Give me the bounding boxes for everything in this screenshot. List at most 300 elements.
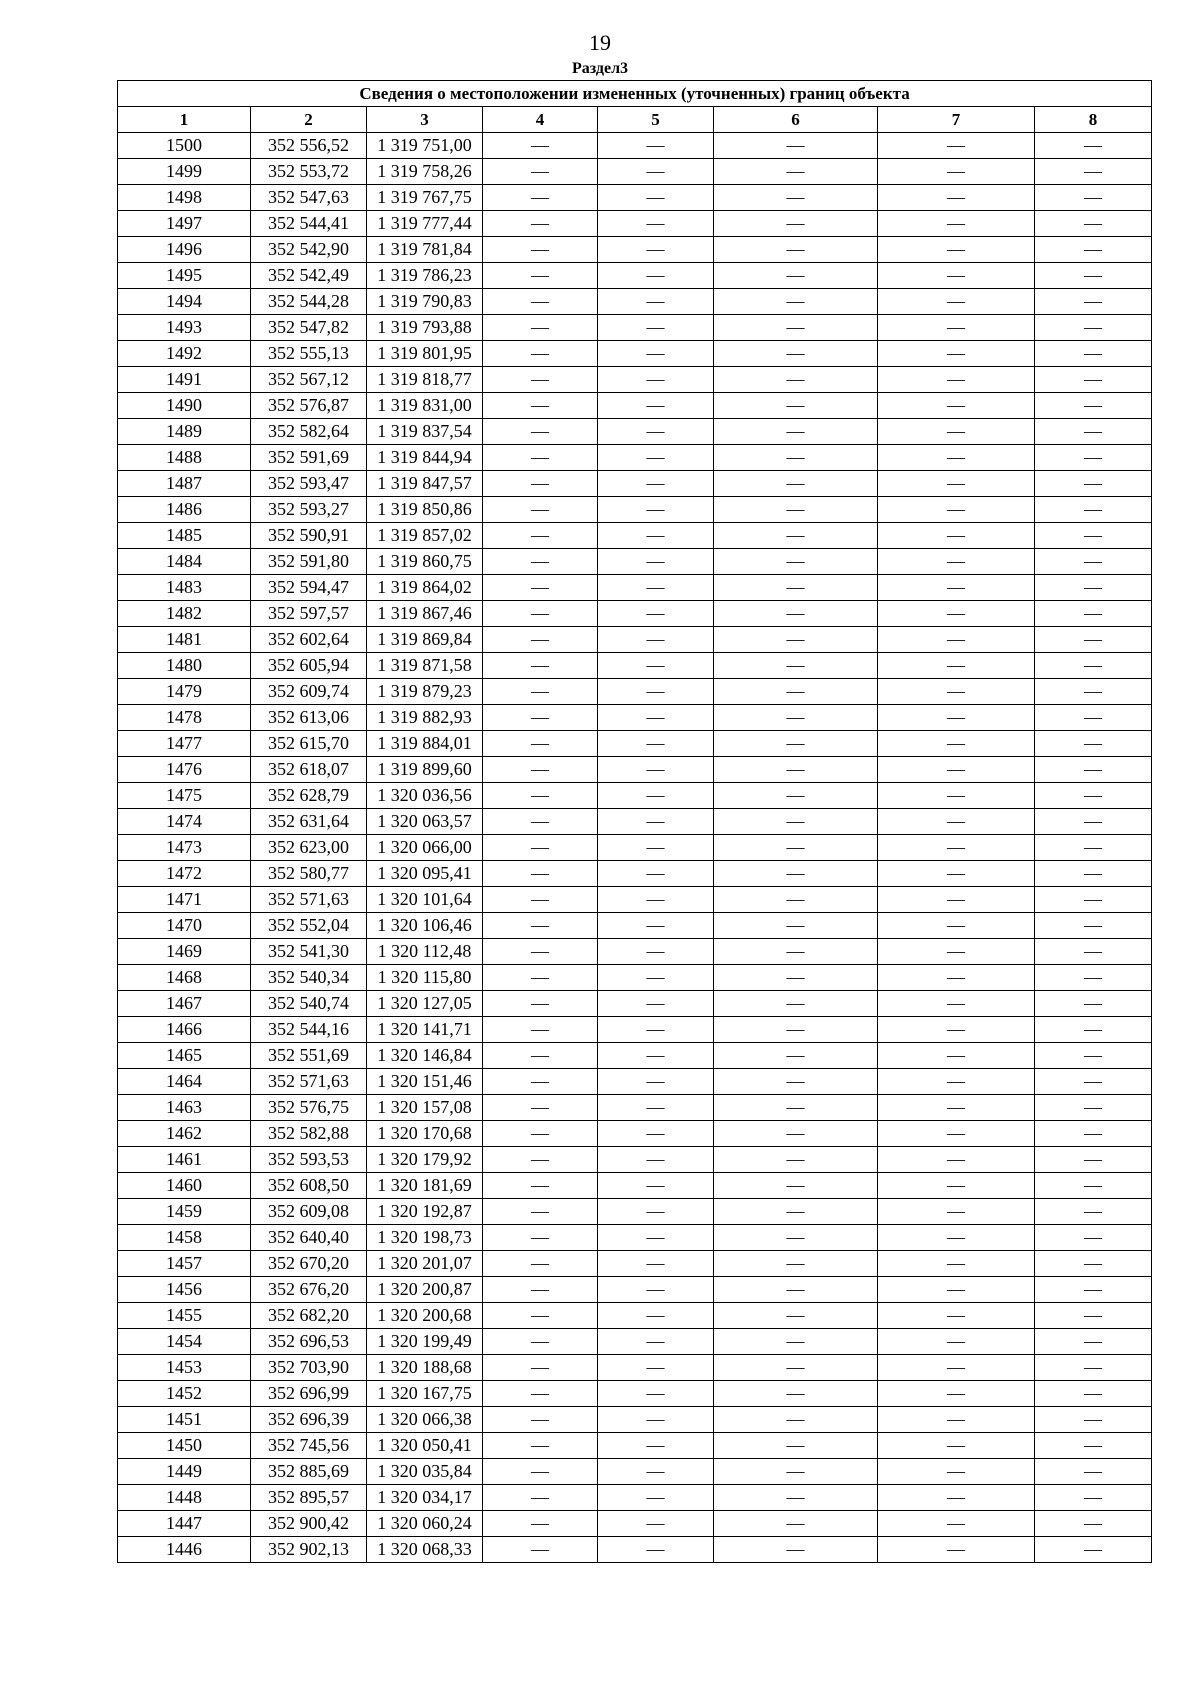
empty-cell-col-7	[878, 809, 1035, 835]
table-row	[118, 1121, 1152, 1147]
empty-value-dash: —	[947, 1045, 965, 1065]
point-number-cell: 1473	[118, 835, 251, 861]
empty-value-dash: —	[646, 1149, 665, 1169]
empty-cell-col-5	[598, 1225, 714, 1251]
empty-cell-col-8	[1035, 1537, 1152, 1563]
x-coordinate-cell: 352 609,74	[251, 679, 367, 705]
empty-value-dash: —	[1084, 577, 1103, 597]
table-row	[118, 627, 1152, 653]
empty-cell-col-5	[598, 159, 714, 185]
point-number-cell: 1447	[118, 1511, 251, 1537]
empty-value-dash: —	[947, 473, 965, 493]
empty-cell-col-7	[878, 1069, 1035, 1095]
x-coordinate-cell: 352 542,49	[251, 263, 367, 289]
empty-value-dash: —	[1084, 1045, 1103, 1065]
table-row	[118, 965, 1152, 991]
empty-cell-col-7	[878, 1407, 1035, 1433]
empty-value-dash: —	[786, 1435, 805, 1455]
empty-value-dash: —	[1084, 915, 1103, 935]
point-number-cell: 1459	[118, 1199, 251, 1225]
empty-value-dash: —	[947, 395, 965, 415]
x-coordinate-cell: 352 696,53	[251, 1329, 367, 1355]
empty-value-dash: —	[1084, 993, 1103, 1013]
empty-cell-col-5	[598, 133, 714, 159]
empty-value-dash: —	[947, 1461, 965, 1481]
table-row	[118, 471, 1152, 497]
empty-value-dash: —	[947, 1279, 965, 1299]
table-row	[118, 1511, 1152, 1537]
empty-value-dash: —	[947, 915, 965, 935]
empty-value-dash: —	[786, 265, 805, 285]
point-number-cell: 1480	[118, 653, 251, 679]
empty-cell-col-6	[714, 367, 878, 393]
point-number-cell: 1478	[118, 705, 251, 731]
empty-value-dash: —	[531, 1383, 549, 1403]
empty-cell-col-5	[598, 1069, 714, 1095]
section-title: Раздел3	[571, 60, 629, 77]
empty-value-dash: —	[786, 1227, 805, 1247]
y-coordinate-cell: 1 319 801,95	[367, 341, 483, 367]
empty-value-dash: —	[947, 889, 965, 909]
empty-value-dash: —	[646, 213, 665, 233]
empty-cell-col-6	[714, 1069, 878, 1095]
y-coordinate-cell: 1 320 066,38	[367, 1407, 483, 1433]
empty-value-dash: —	[947, 1149, 965, 1169]
empty-cell-col-5	[598, 1147, 714, 1173]
empty-value-dash: —	[786, 811, 805, 831]
empty-value-dash: —	[947, 1201, 965, 1221]
empty-value-dash: —	[947, 1539, 965, 1559]
point-number-cell: 1476	[118, 757, 251, 783]
y-coordinate-cell: 1 320 188,68	[367, 1355, 483, 1381]
y-coordinate-cell: 1 319 837,54	[367, 419, 483, 445]
empty-cell-col-6	[714, 1121, 878, 1147]
table-row	[118, 705, 1152, 731]
empty-value-dash: —	[1084, 785, 1103, 805]
y-coordinate-cell: 1 319 790,83	[367, 289, 483, 315]
empty-value-dash: —	[786, 447, 805, 467]
empty-value-dash: —	[646, 1331, 665, 1351]
empty-value-dash: —	[646, 785, 665, 805]
empty-cell-col-6	[714, 497, 878, 523]
empty-cell-col-7	[878, 445, 1035, 471]
empty-cell-col-4	[483, 315, 598, 341]
empty-value-dash: —	[947, 1513, 965, 1533]
empty-cell-col-8	[1035, 1433, 1152, 1459]
empty-cell-col-4	[483, 991, 598, 1017]
empty-value-dash: —	[1084, 447, 1103, 467]
empty-cell-col-7	[878, 185, 1035, 211]
empty-cell-col-5	[598, 419, 714, 445]
point-number-cell: 1474	[118, 809, 251, 835]
x-coordinate-cell: 352 544,16	[251, 1017, 367, 1043]
empty-cell-col-7	[878, 315, 1035, 341]
empty-value-dash: —	[947, 447, 965, 467]
empty-value-dash: —	[646, 395, 665, 415]
table-row	[118, 523, 1152, 549]
empty-value-dash: —	[786, 161, 805, 181]
empty-value-dash: —	[646, 1461, 665, 1481]
point-number-cell: 1469	[118, 939, 251, 965]
empty-value-dash: —	[531, 161, 549, 181]
empty-value-dash: —	[531, 239, 549, 259]
empty-cell-col-7	[878, 1329, 1035, 1355]
empty-value-dash: —	[786, 707, 805, 727]
empty-cell-col-4	[483, 1251, 598, 1277]
empty-value-dash: —	[646, 915, 665, 935]
empty-cell-col-5	[598, 991, 714, 1017]
y-coordinate-cell: 1 320 201,07	[367, 1251, 483, 1277]
x-coordinate-cell: 352 696,99	[251, 1381, 367, 1407]
empty-value-dash: —	[1084, 863, 1103, 883]
page-number: 19	[589, 30, 611, 55]
x-coordinate-cell: 352 631,64	[251, 809, 367, 835]
x-coordinate-cell: 352 594,47	[251, 575, 367, 601]
table-row	[118, 1147, 1152, 1173]
y-coordinate-cell: 1 320 050,41	[367, 1433, 483, 1459]
y-coordinate-cell: 1 320 167,75	[367, 1381, 483, 1407]
empty-value-dash: —	[1084, 1305, 1103, 1325]
empty-value-dash: —	[1084, 421, 1103, 441]
empty-value-dash: —	[786, 1201, 805, 1221]
x-coordinate-cell: 352 547,82	[251, 315, 367, 341]
x-coordinate-cell: 352 582,64	[251, 419, 367, 445]
empty-cell-col-8	[1035, 185, 1152, 211]
point-number-cell: 1493	[118, 315, 251, 341]
table-row	[118, 1355, 1152, 1381]
empty-cell-col-8	[1035, 1329, 1152, 1355]
empty-value-dash: —	[1084, 1227, 1103, 1247]
empty-value-dash: —	[646, 655, 665, 675]
empty-cell-col-5	[598, 757, 714, 783]
x-coordinate-cell: 352 618,07	[251, 757, 367, 783]
point-number-cell: 1464	[118, 1069, 251, 1095]
empty-value-dash: —	[947, 161, 965, 181]
empty-cell-col-8	[1035, 601, 1152, 627]
point-number-cell: 1484	[118, 549, 251, 575]
table-row	[118, 549, 1152, 575]
empty-value-dash: —	[646, 265, 665, 285]
empty-cell-col-6	[714, 653, 878, 679]
point-number-cell: 1492	[118, 341, 251, 367]
empty-value-dash: —	[646, 889, 665, 909]
table-row	[118, 445, 1152, 471]
empty-value-dash: —	[1084, 967, 1103, 987]
empty-value-dash: —	[947, 1123, 965, 1143]
point-number-cell: 1458	[118, 1225, 251, 1251]
empty-cell-col-6	[714, 991, 878, 1017]
empty-value-dash: —	[531, 785, 549, 805]
table-row	[118, 1017, 1152, 1043]
empty-value-dash: —	[1084, 1539, 1103, 1559]
point-number-cell: 1498	[118, 185, 251, 211]
empty-cell-col-7	[878, 263, 1035, 289]
point-number-cell: 1481	[118, 627, 251, 653]
empty-cell-col-6	[714, 419, 878, 445]
empty-value-dash: —	[947, 681, 965, 701]
empty-cell-col-7	[878, 757, 1035, 783]
empty-value-dash: —	[947, 1357, 965, 1377]
empty-cell-col-6	[714, 1225, 878, 1251]
empty-cell-col-5	[598, 211, 714, 237]
empty-cell-col-7	[878, 393, 1035, 419]
empty-cell-col-4	[483, 1121, 598, 1147]
empty-cell-col-5	[598, 341, 714, 367]
empty-cell-col-7	[878, 705, 1035, 731]
empty-value-dash: —	[786, 1409, 805, 1429]
empty-cell-col-6	[714, 1017, 878, 1043]
column-number-1: 1	[118, 107, 251, 133]
empty-value-dash: —	[531, 317, 549, 337]
empty-value-dash: —	[1084, 317, 1103, 337]
empty-value-dash: —	[947, 837, 965, 857]
empty-cell-col-8	[1035, 1017, 1152, 1043]
empty-cell-col-5	[598, 1511, 714, 1537]
empty-cell-col-6	[714, 1251, 878, 1277]
empty-value-dash: —	[786, 551, 805, 571]
table-row	[118, 1329, 1152, 1355]
empty-value-dash: —	[947, 1019, 965, 1039]
empty-cell-col-6	[714, 1303, 878, 1329]
empty-cell-col-5	[598, 965, 714, 991]
x-coordinate-cell: 352 623,00	[251, 835, 367, 861]
point-number-cell: 1475	[118, 783, 251, 809]
empty-value-dash: —	[646, 1513, 665, 1533]
table-row	[118, 1199, 1152, 1225]
empty-value-dash: —	[531, 1461, 549, 1481]
empty-value-dash: —	[531, 473, 549, 493]
empty-cell-col-5	[598, 1095, 714, 1121]
table-row	[118, 1173, 1152, 1199]
empty-cell-col-7	[878, 991, 1035, 1017]
empty-cell-col-8	[1035, 913, 1152, 939]
empty-value-dash: —	[947, 135, 965, 155]
point-number-cell: 1460	[118, 1173, 251, 1199]
x-coordinate-cell: 352 591,80	[251, 549, 367, 575]
empty-cell-col-5	[598, 1043, 714, 1069]
empty-cell-col-7	[878, 1355, 1035, 1381]
empty-value-dash: —	[947, 1487, 965, 1507]
empty-cell-col-8	[1035, 861, 1152, 887]
empty-value-dash: —	[1084, 1123, 1103, 1143]
empty-cell-col-6	[714, 185, 878, 211]
empty-cell-col-8	[1035, 159, 1152, 185]
x-coordinate-cell: 352 628,79	[251, 783, 367, 809]
empty-cell-col-8	[1035, 419, 1152, 445]
point-number-cell: 1454	[118, 1329, 251, 1355]
empty-value-dash: —	[786, 317, 805, 337]
y-coordinate-cell: 1 320 141,71	[367, 1017, 483, 1043]
empty-value-dash: —	[531, 1513, 549, 1533]
empty-cell-col-4	[483, 861, 598, 887]
empty-value-dash: —	[1084, 161, 1103, 181]
empty-value-dash: —	[947, 213, 965, 233]
empty-value-dash: —	[1084, 1149, 1103, 1169]
empty-value-dash: —	[1084, 837, 1103, 857]
x-coordinate-cell: 352 544,28	[251, 289, 367, 315]
empty-cell-col-4	[483, 1173, 598, 1199]
x-coordinate-cell: 352 676,20	[251, 1277, 367, 1303]
empty-value-dash: —	[947, 1253, 965, 1273]
y-coordinate-cell: 1 320 106,46	[367, 913, 483, 939]
table-row	[118, 393, 1152, 419]
empty-value-dash: —	[786, 499, 805, 519]
empty-value-dash: —	[531, 499, 549, 519]
empty-cell-col-4	[483, 887, 598, 913]
table-row	[118, 185, 1152, 211]
empty-value-dash: —	[947, 1097, 965, 1117]
empty-value-dash: —	[947, 577, 965, 597]
table-row	[118, 601, 1152, 627]
x-coordinate-cell: 352 540,34	[251, 965, 367, 991]
table-row	[118, 1485, 1152, 1511]
empty-value-dash: —	[786, 733, 805, 753]
table-row	[118, 263, 1152, 289]
empty-value-dash: —	[786, 1487, 805, 1507]
empty-cell-col-6	[714, 263, 878, 289]
empty-cell-col-8	[1035, 991, 1152, 1017]
empty-cell-col-8	[1035, 783, 1152, 809]
empty-value-dash: —	[531, 655, 549, 675]
y-coordinate-cell: 1 320 060,24	[367, 1511, 483, 1537]
empty-value-dash: —	[531, 863, 549, 883]
empty-value-dash: —	[1084, 941, 1103, 961]
empty-value-dash: —	[531, 759, 549, 779]
empty-value-dash: —	[531, 421, 549, 441]
table-row	[118, 913, 1152, 939]
empty-value-dash: —	[531, 1305, 549, 1325]
table-row	[118, 1043, 1152, 1069]
empty-cell-col-8	[1035, 341, 1152, 367]
table-row	[118, 315, 1152, 341]
empty-value-dash: —	[786, 603, 805, 623]
x-coordinate-cell: 352 605,94	[251, 653, 367, 679]
y-coordinate-cell: 1 320 036,56	[367, 783, 483, 809]
x-coordinate-cell: 352 895,57	[251, 1485, 367, 1511]
column-number-8: 8	[1035, 107, 1152, 133]
empty-cell-col-8	[1035, 705, 1152, 731]
y-coordinate-cell: 1 320 200,87	[367, 1277, 483, 1303]
empty-value-dash: —	[531, 1123, 549, 1143]
empty-value-dash: —	[786, 525, 805, 545]
empty-cell-col-7	[878, 913, 1035, 939]
x-coordinate-cell: 352 567,12	[251, 367, 367, 393]
empty-value-dash: —	[646, 629, 665, 649]
empty-value-dash: —	[531, 1253, 549, 1273]
empty-cell-col-5	[598, 679, 714, 705]
table-row	[118, 809, 1152, 835]
x-coordinate-cell: 352 571,63	[251, 1069, 367, 1095]
y-coordinate-cell: 1 320 198,73	[367, 1225, 483, 1251]
y-coordinate-cell: 1 320 146,84	[367, 1043, 483, 1069]
empty-value-dash: —	[1084, 1175, 1103, 1195]
y-coordinate-cell: 1 319 879,23	[367, 679, 483, 705]
empty-value-dash: —	[786, 1097, 805, 1117]
y-coordinate-cell: 1 319 767,75	[367, 185, 483, 211]
y-coordinate-cell: 1 319 850,86	[367, 497, 483, 523]
empty-cell-col-4	[483, 1277, 598, 1303]
empty-cell-col-8	[1035, 653, 1152, 679]
empty-value-dash: —	[646, 733, 665, 753]
empty-value-dash: —	[1084, 1461, 1103, 1481]
empty-value-dash: —	[1084, 1435, 1103, 1455]
empty-value-dash: —	[646, 135, 665, 155]
empty-cell-col-4	[483, 939, 598, 965]
empty-cell-col-7	[878, 1303, 1035, 1329]
empty-cell-col-6	[714, 783, 878, 809]
empty-cell-col-5	[598, 1485, 714, 1511]
empty-value-dash: —	[531, 1149, 549, 1169]
empty-cell-col-5	[598, 497, 714, 523]
empty-value-dash: —	[646, 1435, 665, 1455]
empty-cell-col-4	[483, 367, 598, 393]
empty-cell-col-8	[1035, 263, 1152, 289]
y-coordinate-cell: 1 320 199,49	[367, 1329, 483, 1355]
x-coordinate-cell: 352 900,42	[251, 1511, 367, 1537]
empty-cell-col-6	[714, 1537, 878, 1563]
empty-value-dash: —	[947, 291, 965, 311]
empty-cell-col-7	[878, 939, 1035, 965]
point-number-cell: 1477	[118, 731, 251, 757]
x-coordinate-cell: 352 576,87	[251, 393, 367, 419]
y-coordinate-cell: 1 319 758,26	[367, 159, 483, 185]
empty-cell-col-4	[483, 913, 598, 939]
empty-value-dash: —	[646, 759, 665, 779]
table-row	[118, 1459, 1152, 1485]
empty-value-dash: —	[646, 993, 665, 1013]
empty-value-dash: —	[786, 213, 805, 233]
empty-value-dash: —	[1084, 733, 1103, 753]
empty-value-dash: —	[531, 1097, 549, 1117]
empty-cell-col-5	[598, 237, 714, 263]
empty-cell-col-6	[714, 1095, 878, 1121]
point-number-cell: 1487	[118, 471, 251, 497]
empty-value-dash: —	[786, 759, 805, 779]
empty-value-dash: —	[1084, 1201, 1103, 1221]
empty-value-dash: —	[947, 317, 965, 337]
empty-value-dash: —	[646, 681, 665, 701]
empty-value-dash: —	[646, 369, 665, 389]
empty-cell-col-4	[483, 1303, 598, 1329]
empty-cell-col-7	[878, 159, 1035, 185]
y-coordinate-cell: 1 320 151,46	[367, 1069, 483, 1095]
empty-cell-col-5	[598, 1199, 714, 1225]
y-coordinate-cell: 1 319 884,01	[367, 731, 483, 757]
x-coordinate-cell: 352 682,20	[251, 1303, 367, 1329]
table-row	[118, 1407, 1152, 1433]
empty-cell-col-5	[598, 289, 714, 315]
empty-value-dash: —	[1084, 551, 1103, 571]
y-coordinate-cell: 1 319 786,23	[367, 263, 483, 289]
x-coordinate-cell: 352 576,75	[251, 1095, 367, 1121]
empty-cell-col-6	[714, 835, 878, 861]
empty-cell-col-5	[598, 549, 714, 575]
empty-value-dash: —	[786, 473, 805, 493]
empty-cell-col-4	[483, 809, 598, 835]
empty-cell-col-6	[714, 601, 878, 627]
point-number-cell: 1455	[118, 1303, 251, 1329]
empty-cell-col-8	[1035, 965, 1152, 991]
empty-cell-col-8	[1035, 1485, 1152, 1511]
empty-value-dash: —	[646, 551, 665, 571]
empty-cell-col-6	[714, 1433, 878, 1459]
empty-cell-col-8	[1035, 809, 1152, 835]
empty-cell-col-6	[714, 575, 878, 601]
empty-value-dash: —	[1084, 473, 1103, 493]
x-coordinate-cell: 352 547,63	[251, 185, 367, 211]
point-number-cell: 1450	[118, 1433, 251, 1459]
empty-cell-col-5	[598, 1017, 714, 1043]
